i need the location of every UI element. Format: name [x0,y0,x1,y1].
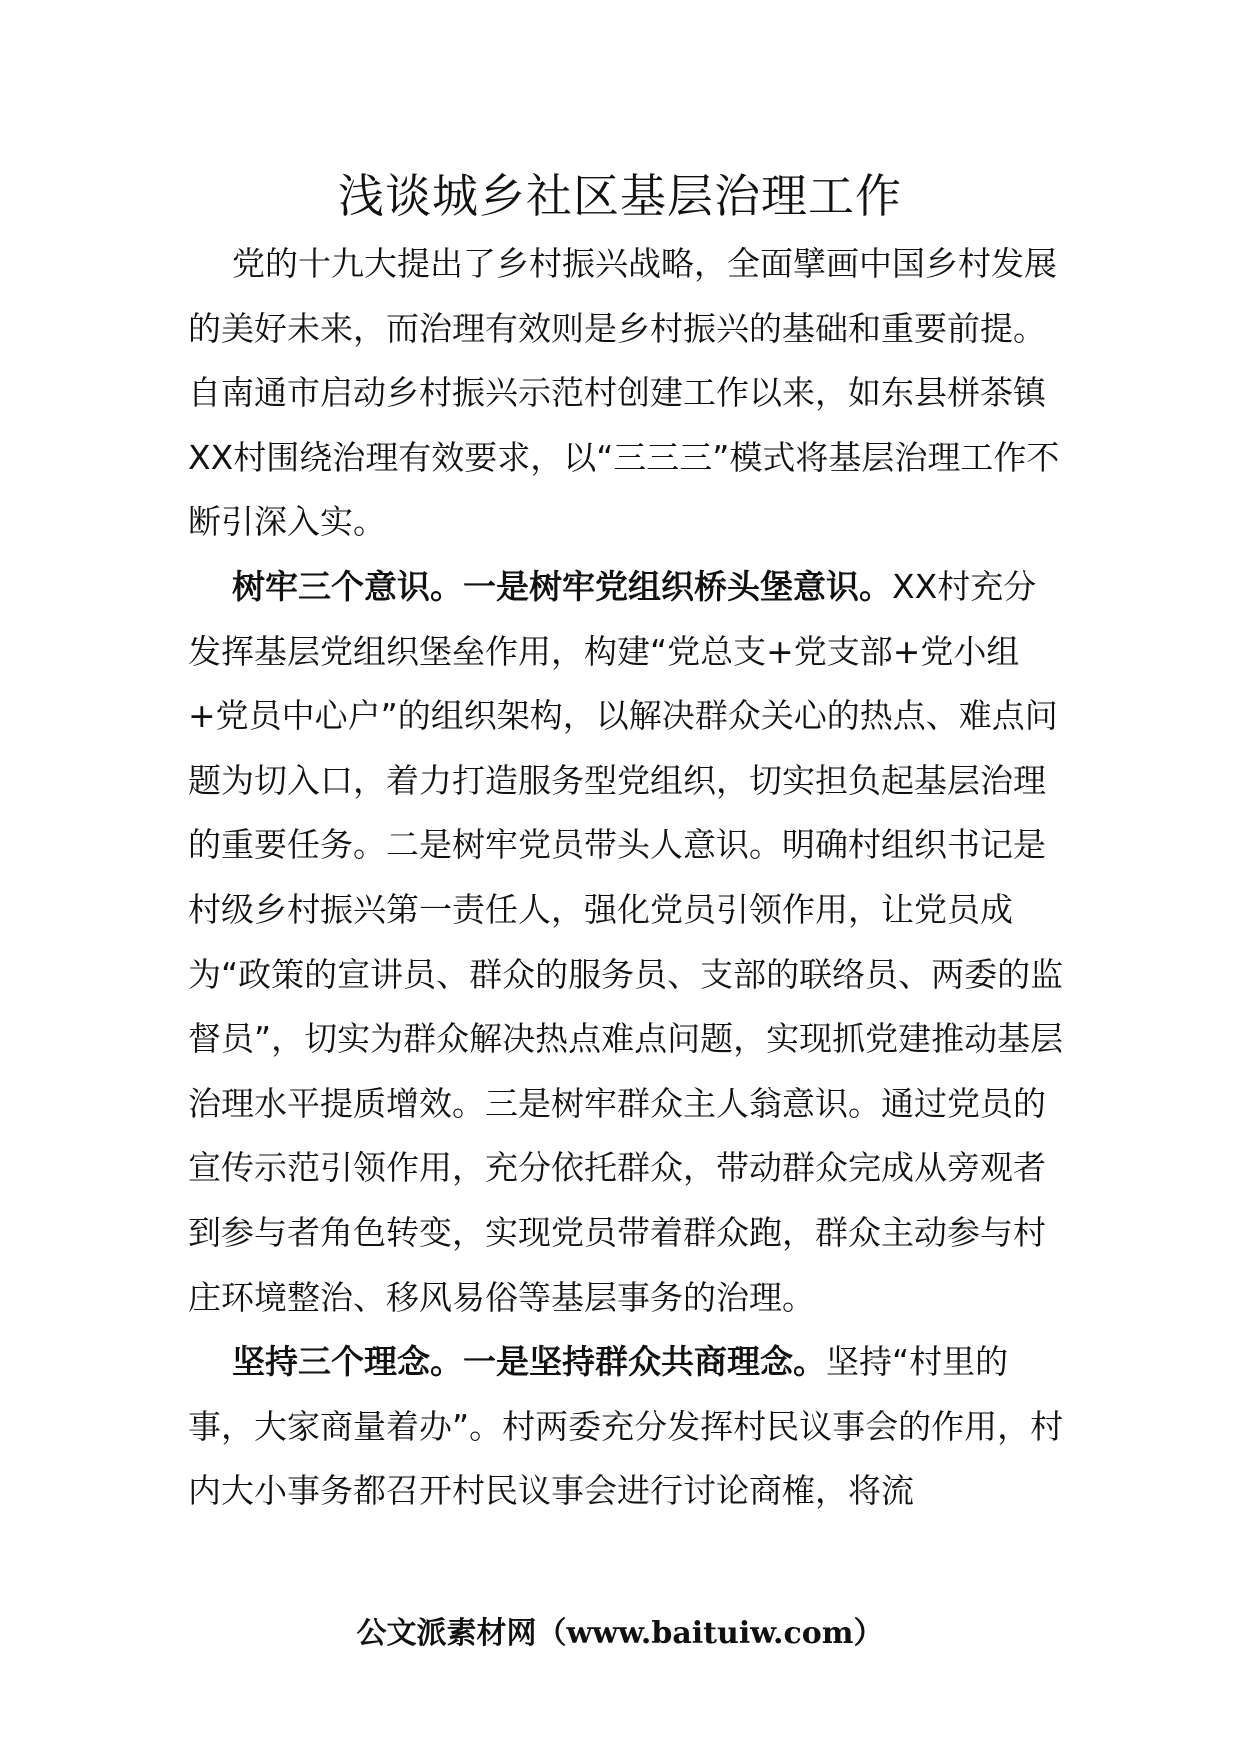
footer-watermark: 公文派素材网（www.baituiw.com） [356,1616,884,1651]
paragraph-three-awareness [188,555,1068,1330]
document-title: 浅谈城乡社区基层治理工作 [338,169,902,223]
paragraph-three-concepts [188,1330,1068,1524]
document-body [188,232,1068,1524]
paragraph-text: 党的十九大提出了乡村振兴战略，全面擘画中国乡村发展的美好未来，而治理有效则是乡村振兴的基础和重要前提。自南通市启动乡村振兴示范村创建工作以来，如东县栟茶镇XX村围绕治理有效要求，以“三三三”模式将基层治理工作不断引深入实。 [188,244,1060,542]
paragraph-heading: 树牢三个意识。 [232,566,463,606]
paragraph-intro [188,232,1068,555]
paragraph-subheading: 一是树牢党组织桥头堡意识。 [463,566,892,606]
paragraph-subheading: 一是坚持群众共商理念。 [463,1342,826,1382]
paragraph-text: XX村充分发挥基层党组织堡垒作用，构建“党总支+党支部+党小组+党员中心户”的组织架构，以解决群众关心的热点、难点问题为切入口，着力打造服务型党组织，切实担负起基层治理的重要任务。二是树牢党员带头人意识。明确村组织书记是村级乡村振兴第一责任人，强化党员引领作用，让党员成为“政策的宣讲员、群众的服务员、支部的联络员、两委的监督员”，切实为群众解决热点难点问题，实现抓党建推动基层治理水平提质增效。三是树牢群众主人翁意识。通过党员的宣传示范引领作用，充分依托群众，带动群众完成从旁观者到参与者角色转变，实现党员带着群众跑，群众主动参与村庄环境整治、移风易俗等基层事务的治理。 [188,566,1064,1317]
paragraph-text: 坚持“村里的事，大家商量着办”。村两委充分发挥村民议事会的作用，村内大小事务都召开村民议事会进行讨论商榷，将流 [188,1342,1064,1511]
paragraph-heading: 坚持三个理念。 [232,1342,463,1382]
